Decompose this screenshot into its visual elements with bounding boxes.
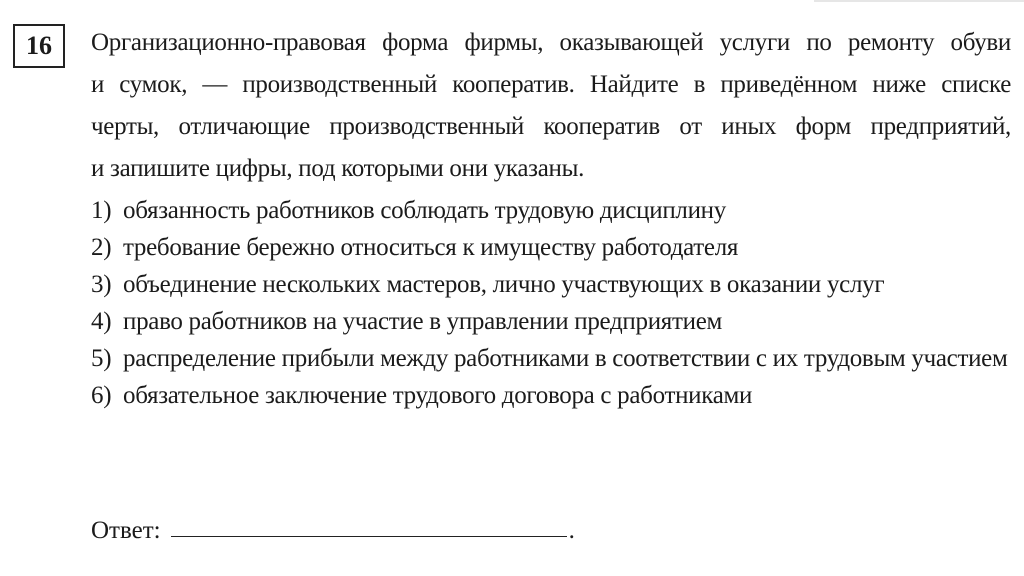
- answer-row: [91, 505, 575, 545]
- question-text: [91, 22, 1011, 190]
- task-number-box: [13, 24, 65, 68]
- option-text: распределение прибыли между работниками в соответствии с их трудовым участием: [123, 345, 1008, 372]
- option-text: обязанность работников соблюдать трудовую дисциплину: [123, 197, 726, 224]
- option-number: 2): [91, 234, 112, 261]
- option-number: 1): [91, 197, 112, 224]
- options-list: [91, 192, 1011, 414]
- question-line: и запишите цифры, под которыми они указаны.: [91, 155, 585, 182]
- option-item: [91, 340, 1011, 377]
- option-item: [91, 377, 1011, 414]
- option-number: 5): [91, 345, 112, 372]
- option-item: [91, 303, 1011, 340]
- question-line: и сумок, — производственный кооператив. Найдите в приведённом ниже списке: [91, 71, 1011, 98]
- option-text: право работников на участие в управлении предприятием: [123, 308, 723, 335]
- option-item: [91, 229, 1011, 266]
- answer-terminator: .: [568, 517, 575, 544]
- option-number: 4): [91, 308, 112, 335]
- option-number: 6): [91, 382, 112, 409]
- option-number: 3): [91, 271, 112, 298]
- option-item: [91, 192, 1011, 229]
- answer-field[interactable]: [171, 535, 567, 537]
- question-line: Организационно-правовая форма фирмы, оказывающей услуги по ремонту обуви: [91, 29, 1011, 56]
- top-divider: [814, 0, 1024, 2]
- answer-label: Ответ:: [91, 517, 161, 544]
- option-text: требование бережно относиться к имуществу работодателя: [123, 234, 739, 261]
- task-number: 16: [26, 31, 52, 60]
- option-text: объединение нескольких мастеров, лично участвующих в оказании услуг: [123, 271, 885, 298]
- question-line: черты, отличающие производственный кооператив от иных форм предприятий,: [91, 113, 1011, 140]
- option-item: [91, 266, 1011, 303]
- option-text: обязательное заключение трудового договора с работниками: [123, 382, 753, 409]
